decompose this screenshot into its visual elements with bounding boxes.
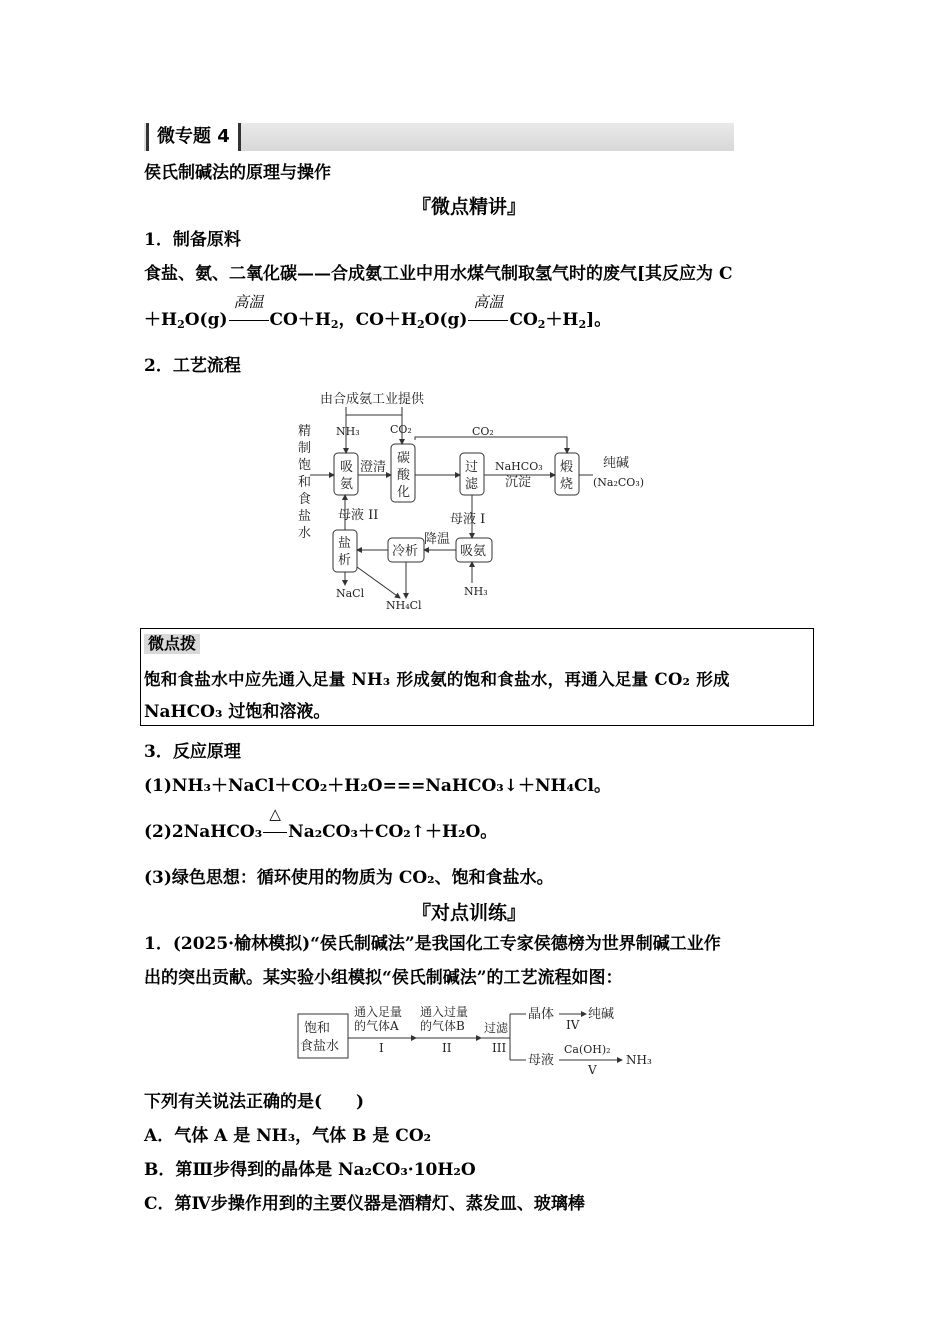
flow-absorb-1: 吸 [340, 460, 354, 475]
reaction-3: (3)绿色思想：循环使用的物质为 CO₂、饱和食盐水。 [144, 868, 554, 888]
option-c[interactable]: C．第Ⅳ步操作用到的主要仪器是酒精灯、蒸发皿、玻璃棒 [144, 1194, 585, 1214]
flow-co2: CO₂ [390, 423, 412, 436]
part1-line2: $+H_2O(g)$ 高温 $CO+H_2$，$CO+H_2O(g)$ 高温 $CO_2+H_2$]。 [144, 293, 612, 331]
qflow-step2: II [442, 1041, 452, 1055]
flow-left-label [298, 423, 311, 541]
process-flow-diagram [290, 385, 660, 617]
flow-calcine-1: 煅 [560, 460, 574, 475]
section-heading-2: 『对点训练』 [412, 902, 527, 924]
svg-text:水: 水 [298, 526, 312, 541]
flow-cool-down: 降温 [424, 532, 451, 547]
option-a[interactable]: A．气体 A 是 NH₃，气体 B 是 CO₂ [144, 1126, 432, 1146]
flow-absorb-2: 氨 [340, 477, 354, 492]
reaction-2: (2)2NaHCO₃ △ Na₂CO₃＋CO₂↑＋H₂O。 [144, 805, 498, 842]
qflow-soda: 纯碱 [588, 1007, 615, 1022]
qflow-mother: 母液 [528, 1053, 555, 1068]
qflow-step1-top-1: 通入足量 [354, 1005, 403, 1019]
condition-high-temp-2: 高温 [467, 308, 509, 332]
qflow-start-2: 食盐水 [300, 1039, 340, 1054]
question-line2: 出的突出贡献。某实验小组模拟“侯氏制碱法”的工艺流程如图： [144, 968, 623, 988]
topic-label: 微专题 4 [146, 123, 241, 151]
part1-line1: 食盐、氨、二氧化碳——合成氨工业中用水煤气制取氢气时的废气[其反应为 C [144, 264, 733, 284]
condition-high-temp-1: 高温 [228, 308, 270, 332]
flow-filter-2: 滤 [465, 477, 479, 492]
part2-heading: 2．工艺流程 [144, 356, 241, 376]
tip-line1: 饱和食盐水中应先通入足量 NH₃ 形成氨的饱和食盐水，再通入足量 CO₂ 形成 [144, 670, 730, 689]
qflow-step5-top: Ca(OH)₂ [564, 1043, 611, 1056]
flow-mother1: 母液 I [450, 512, 486, 527]
flow-soda-formula: (Na₂CO₃) [593, 476, 645, 489]
flow-filter-1: 过 [465, 460, 479, 475]
tip-tag: 微点拨 [144, 634, 200, 654]
flow-nh3-bottom: NH₃ [464, 585, 488, 598]
qflow-start-1: 饱和 [304, 1021, 331, 1036]
svg-text:制: 制 [298, 441, 312, 456]
flow-co2-return: CO₂ [472, 425, 494, 438]
part1-heading: 1．制备原料 [144, 230, 241, 250]
topic-title: 侯氏制碱法的原理与操作 [144, 163, 331, 183]
flow-nh3: NH₃ [336, 425, 360, 438]
qflow-step2-top-1: 通入过量 [420, 1005, 469, 1019]
svg-text:精: 精 [298, 424, 312, 439]
svg-text:和: 和 [298, 475, 312, 490]
qflow-crystal: 晶体 [528, 1007, 555, 1022]
flow-cold-sep: 冷析 [392, 544, 419, 559]
flow-nahco3: NaHCO₃ [495, 460, 543, 473]
qflow-step5: V [588, 1063, 597, 1077]
qflow-nh3: NH₃ [626, 1053, 652, 1067]
qflow-step3-top: 过滤 [484, 1021, 509, 1035]
flow-carbonate-3: 化 [397, 485, 411, 500]
reaction-1: (1)NH₃＋NaCl＋CO₂＋H₂O===NaHCO₃↓＋NH₄Cl。 [144, 776, 612, 796]
flow-calcine-2: 烧 [560, 477, 574, 492]
question-line1: 1．(2025·榆林模拟)“侯氏制碱法”是我国化工专家侯德榜为世界制碱工业作 [144, 934, 721, 954]
tip-line2: NaHCO₃ 过饱和溶液。 [144, 702, 331, 722]
question-flow-diagram [296, 1002, 658, 1078]
qflow-step2-top-2: 的气体B [420, 1019, 465, 1033]
qflow-step4: IV [566, 1018, 580, 1032]
flow-salt-out-1: 盐 [338, 536, 352, 551]
flow-precip: 沉淀 [505, 475, 532, 490]
flow-carbonate-2: 酸 [397, 468, 411, 483]
option-b[interactable]: B．第Ⅲ步得到的晶体是 Na₂CO₃·10H₂O [144, 1160, 476, 1180]
flow-absorb2: 吸氨 [460, 544, 487, 559]
qflow-step1: I [379, 1041, 384, 1055]
flow-carbonate-1: 碳 [397, 451, 411, 466]
flow-nacl: NaCl [336, 587, 365, 600]
flow-soda: 纯碱 [603, 456, 630, 471]
question-prompt: 下列有关说法正确的是( ) [144, 1092, 365, 1112]
flow-clarify: 澄清 [360, 460, 387, 475]
qflow-step3: III [492, 1041, 507, 1055]
part3-heading: 3．反应原理 [144, 742, 241, 762]
flow-top-label: 由合成氨工业提供 [320, 392, 425, 407]
qflow-step1-top-2: 的气体A [354, 1019, 399, 1033]
condition-heat: △ [262, 820, 288, 844]
section-heading-1: 『微点精讲』 [412, 196, 527, 218]
svg-text:盐: 盐 [298, 509, 312, 524]
svg-text:饱: 饱 [298, 458, 312, 473]
svg-text:食: 食 [298, 492, 312, 507]
flow-mother2: 母液 II [338, 508, 379, 523]
flow-nh4cl: NH₄Cl [386, 599, 422, 612]
flow-salt-out-2: 析 [338, 553, 352, 568]
